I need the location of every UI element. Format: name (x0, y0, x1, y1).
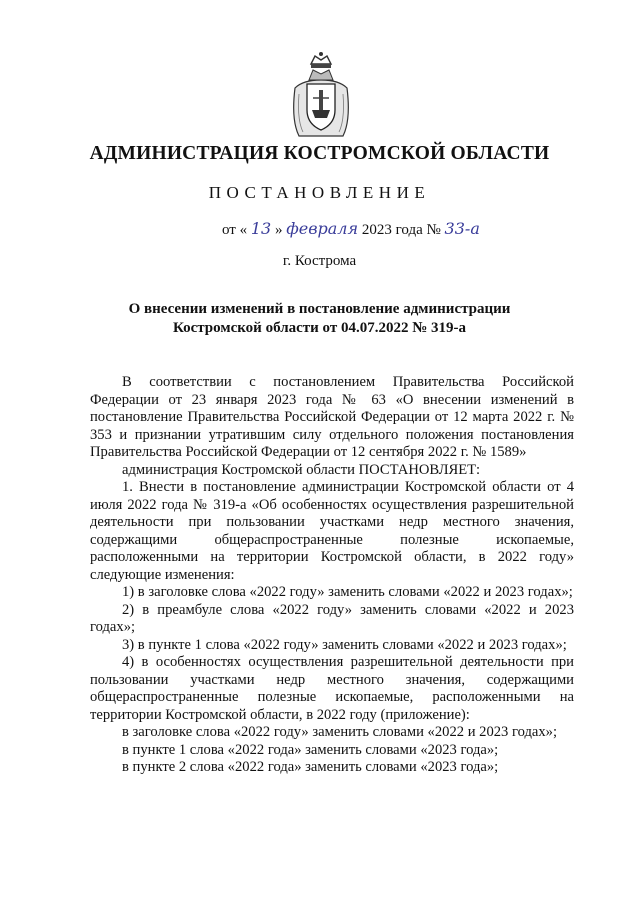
paragraph: в пункте 1 слова «2022 года» заменить словами «2023 года»; (122, 741, 499, 758)
paragraph: 3) в пункте 1 слова «2022 году» заменить словами «2022 и 2023 годах»; (122, 636, 567, 653)
date-prefix: от « (222, 222, 248, 238)
city: г. Кострома (282, 253, 357, 269)
paragraph: 1. Внести в постановление администрации Костромской области от 4 июля 2022 года № 319-а «Об особенностях осуществления разрешительной деятельности при пользовании участками недр местного значения, содержащими общераспространенные полезные ископаемые, расположенными на территории Костромской области, в 2022 году» следующие изменения: (90, 479, 574, 583)
document-date-line (222, 219, 480, 239)
paragraph: 2) в преамбуле слова «2022 году» заменить словами «2022 и 2023 годах»; (90, 601, 574, 635)
document-number: 33-а (444, 219, 480, 238)
date-mid: » (274, 222, 283, 238)
paragraph: администрация Костромской области ПОСТАНОВЛЯЕТ: (122, 461, 481, 478)
document-body (90, 374, 574, 777)
paragraph: в пункте 2 слова «2022 года» заменить словами «2023 года»; (122, 759, 499, 775)
heading-line-1: О внесении изменений в постановление администрации (128, 301, 511, 317)
paragraph: 4) в особенностях осуществления разрешительной деятельности при пользовании участками недр местного значения, содержащими общераспространенные полезные ископаемые, расположенными на территории Костромской области, в 2022 году (приложение): (90, 654, 574, 723)
heading-line-2: Костромской области от 04.07.2022 № 319-а (172, 320, 467, 336)
paragraph: 1) в заголовке слова «2022 году» заменить словами «2022 и 2023 годах»; (122, 584, 573, 600)
document-heading (0, 300, 639, 338)
date-day: 13 (250, 219, 272, 238)
document-type: ПОСТАНОВЛЕНИЕ (208, 183, 431, 202)
date-year: 2023 года № (361, 222, 441, 238)
organization-title: АДМИНИСТРАЦИЯ КОСТРОМСКОЙ ОБЛАСТИ (89, 143, 550, 164)
paragraph: В соответствии с постановлением Правительства Российской Федерации от 23 января 2023 года № 63 «О внесении изменений в постановление Правительства Российской Федерации от 12 марта 2022 г. № 353 и признании утратившим силу отдельного положения постановления Правительства Российской Федерации от 12 сентября 2022 г. № 1589» (90, 374, 574, 460)
coat-of-arms-icon (289, 50, 353, 140)
paragraph: в заголовке слова «2022 году» заменить словами «2022 и 2023 годах»; (122, 724, 558, 740)
date-month: февраля (286, 219, 359, 238)
